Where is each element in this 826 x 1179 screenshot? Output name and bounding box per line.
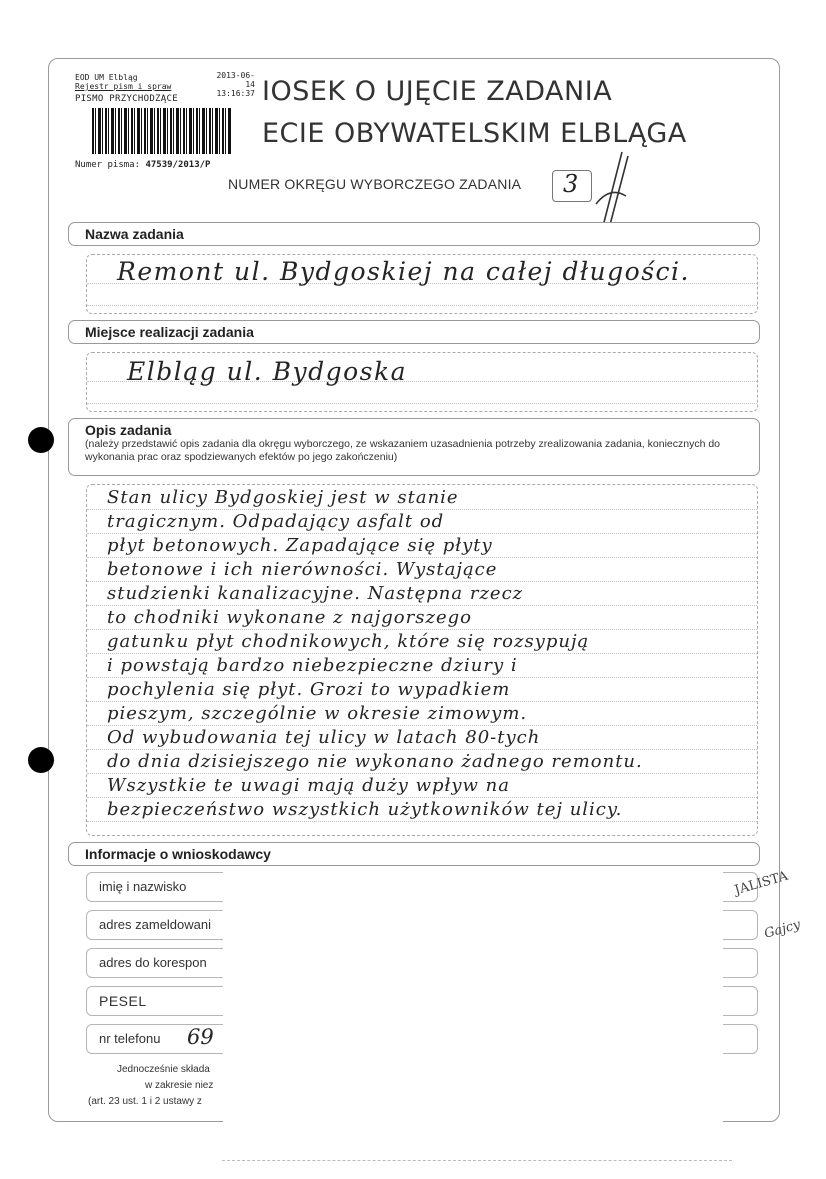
field-pesel-label: PESEL <box>99 993 147 1009</box>
applicant-footer-line2: w zakresie niez <box>145 1080 214 1091</box>
dotted-line <box>87 821 757 822</box>
stamp-number-label: Numer pisma: <box>75 160 141 170</box>
description-line: betonowe i ich nierówności. Wystające <box>107 559 498 580</box>
dotted-line <box>87 677 757 678</box>
stamp-partial-line1: JALISTA <box>732 868 790 899</box>
section-location <box>68 320 760 344</box>
description-line: i powstają bardzo niebezpieczne dziury i <box>107 655 518 676</box>
stamp-doc-type: PISMO PRZYCHODZĄCE <box>75 94 178 104</box>
description-line: do dnia dzisiejszego nie wykonano żadnego remontu. <box>107 751 643 772</box>
section-task-name <box>68 222 760 246</box>
description-line: pieszym, szczególnie w okresie zimowym. <box>107 703 528 724</box>
stamp-time: 13:16:37 <box>216 89 255 98</box>
location-field[interactable] <box>86 352 758 412</box>
field-correspondence-address-label: adres do korespon <box>99 955 207 970</box>
dotted-line <box>87 773 757 774</box>
barcode <box>92 108 232 154</box>
description-field[interactable] <box>86 484 758 836</box>
stamp-date: 2013-06-14 <box>216 71 255 89</box>
stamp-partial-line2: Gajcy <box>762 917 803 942</box>
dotted-line <box>87 403 757 404</box>
field-registered-address-label: adres zameldowani <box>99 917 212 932</box>
dotted-line <box>87 305 757 306</box>
description-line: Stan ulicy Bydgoskiej jest w stanie <box>107 487 459 508</box>
dotted-line <box>87 797 757 798</box>
form-title-line1: IOSEK O UJĘCIE ZADANIA <box>262 76 613 107</box>
description-line: Od wybudowania tej ulicy w latach 80-tych <box>107 727 541 748</box>
section-applicant-title: Informacje o wnioskodawcy <box>85 846 271 862</box>
section-description-hint: (należy przedstawić opis zadania dla okręgu wyborczego, ze wskazaniem uzasadnienia potrzeby zrealizowania zadania, koniecznych do wykonania prac oraz spodziewanych efektów po jego zakończeniu) <box>85 438 721 463</box>
section-description <box>68 418 760 476</box>
section-location-title: Miejsce realizacji zadania <box>85 324 254 340</box>
description-line: płyt betonowych. Zapadające się płyty <box>107 535 493 556</box>
stamp-institution: EOD UM Elbląg <box>75 73 138 82</box>
stamp-number-value: 47539/2013/P <box>145 160 211 170</box>
section-task-name-title: Nazwa zadania <box>85 226 184 242</box>
redaction-block <box>223 870 723 1136</box>
district-label: NUMER OKRĘGU WYBORCZEGO ZADANIA <box>228 176 522 192</box>
dotted-line <box>87 581 757 582</box>
description-line: pochylenia się płyt. Grozi to wypadkiem <box>107 679 511 700</box>
dotted-line <box>87 725 757 726</box>
description-line: to chodniki wykonane z najgorszego <box>107 607 472 628</box>
task-name-field[interactable] <box>86 254 758 314</box>
section-description-title: Opis zadania <box>85 422 172 438</box>
field-phone-value: 69 <box>187 1025 214 1049</box>
dotted-line <box>87 653 757 654</box>
description-line: Wszystkie te uwagi mają duży wpływ na <box>107 775 510 796</box>
dotted-line <box>87 557 757 558</box>
dotted-line <box>87 629 757 630</box>
punch-hole-top <box>28 427 54 453</box>
stamp-number <box>75 160 210 170</box>
description-line: studzienki kanalizacyjne. Następna rzecz <box>107 583 524 604</box>
location-value: Elbląg ul. Bydgoska <box>127 357 408 386</box>
dotted-line <box>87 749 757 750</box>
description-line: tragicznym. Odpadający asfalt od <box>107 511 445 532</box>
applicant-footer-line1: Jednocześnie składa <box>117 1064 210 1075</box>
section-applicant <box>68 842 760 866</box>
description-line: gatunku płyt chodnikowych, które się rozsypują <box>107 631 590 652</box>
dotted-line <box>87 701 757 702</box>
punch-hole-bottom <box>28 747 54 773</box>
bottom-divider <box>222 1160 732 1161</box>
task-name-value: Remont ul. Bydgoskiej na całej długości. <box>117 257 690 286</box>
dotted-line <box>87 605 757 606</box>
dotted-line <box>87 509 757 510</box>
district-value: 3 <box>563 170 579 198</box>
registration-stamp <box>60 64 255 172</box>
description-line: bezpieczeństwo wszystkich użytkowników tej ulicy. <box>107 799 623 820</box>
stamp-register: Rejestr pism i spraw <box>75 82 172 91</box>
dotted-line <box>87 533 757 534</box>
form-title-line2: ECIE OBYWATELSKIM ELBLĄGA <box>262 118 687 149</box>
applicant-footer-line3: (art. 23 ust. 1 i 2 ustawy z <box>88 1096 202 1107</box>
field-phone-label: nr telefonu <box>99 1031 161 1046</box>
field-name-label: imię i nazwisko <box>99 879 187 894</box>
